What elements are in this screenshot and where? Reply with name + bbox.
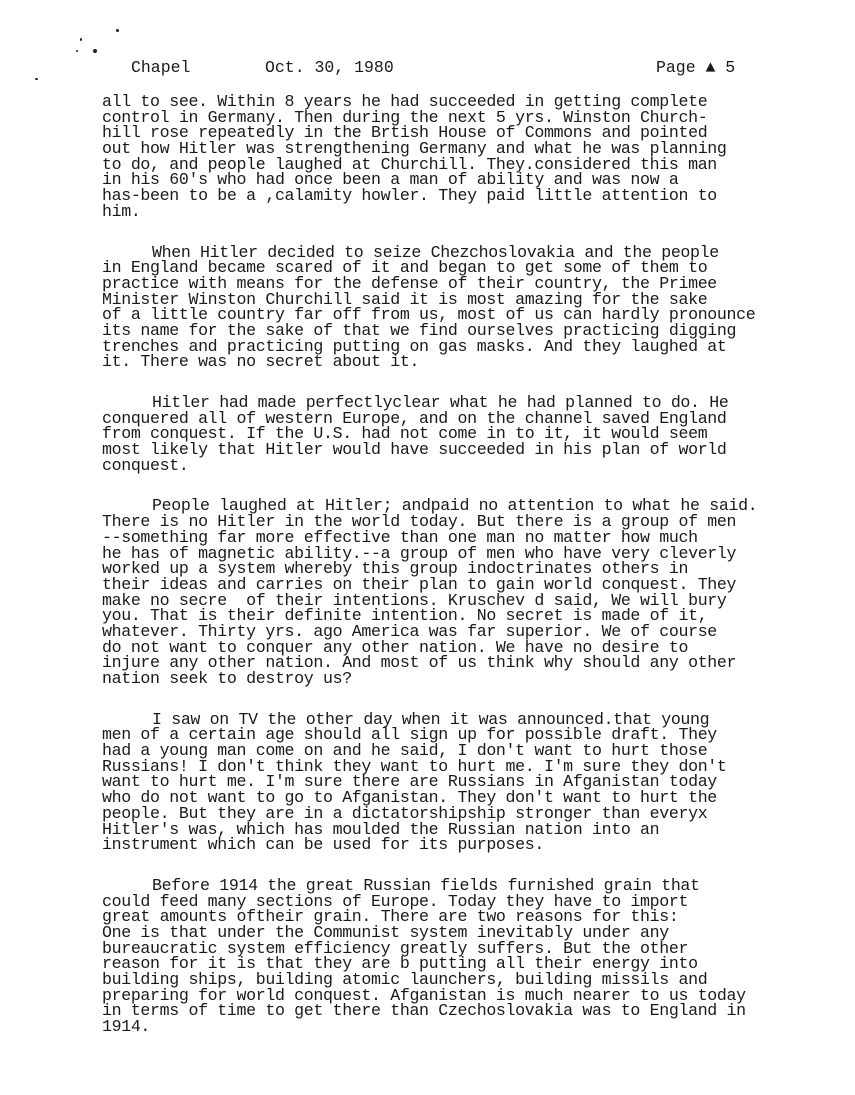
text-line: people. But they are in a dictatorshipship stronger than everyx — [102, 803, 708, 823]
text-line: has-been to be a ,calamity howler. They paid little attention to — [102, 186, 717, 206]
text-line: reason for it is that they are b putting all their energy into — [102, 954, 698, 974]
text-line: its name for the sake of that we find ourselves practicing digging — [102, 320, 737, 340]
text-line: want to hurt me. I'm sure there are Russians in Afganistan today — [102, 772, 717, 792]
text-line: One is that under the Communist system inevitably under any — [102, 922, 669, 942]
paragraph — [102, 875, 842, 1037]
text-line: had a young man come on and he said, I don't want to hurt those — [102, 741, 708, 761]
text-line: Hitler's was, which has moulded the Russian nation into an — [102, 819, 660, 839]
text-line: you. That is their definite intention. No secret is made of it, — [102, 606, 708, 626]
text-line: worked up a system whereby this group indoctrinates others in — [102, 559, 689, 579]
text-line: People laughed at Hitler; andpaid no attention to what he said. — [152, 496, 758, 516]
text-line: --something far more effective than one man no matter how much — [102, 527, 698, 547]
paragraph — [102, 709, 842, 855]
text-line: in England became scared of it and began to get some of them to — [102, 258, 708, 278]
document-body — [102, 94, 842, 1060]
ink-speck — [76, 50, 78, 52]
text-line: it. There was no secret about it. — [102, 352, 420, 372]
text-line: instrument which can be used for its purposes. — [102, 835, 544, 855]
text-line: he has of magnetic ability.--a group of men who have very cleverly — [102, 543, 737, 563]
text-line: Minister Winston Churchill said it is most amazing for the sake — [102, 289, 708, 309]
text-line: There is no Hitler in the world today. But there is a group of men — [102, 512, 737, 532]
text-line: whatever. Thirty yrs. ago America was far superior. We of course — [102, 621, 717, 641]
header-chapel: Chapel — [131, 58, 191, 77]
text-line: nation seek to destroy us? — [102, 669, 352, 688]
text-line: in his 60's who had once been a man of ability and was now a — [102, 170, 679, 190]
text-line: preparing for world conquest. Afganistan is much nearer to us today — [102, 985, 746, 1005]
paragraph — [102, 94, 842, 220]
text-line: from conquest. If the U.S. had not come in to it, it would seem — [102, 424, 708, 444]
text-line: hill rose repeatedly in the Brtish House of Commons and pointed — [102, 123, 708, 143]
text-line: injure any other nation. And most of us think why should any other — [102, 653, 737, 673]
header-page-number: Page ▲ 5 — [656, 58, 736, 77]
text-line: 1914. — [102, 1017, 151, 1037]
paragraph — [102, 498, 842, 686]
text-line: Russians! I don't think they want to hurt me. I'm sure they don't — [102, 756, 727, 776]
text-line: trenches and practicing putting on gas masks. And they laughed at — [102, 336, 727, 356]
ink-speck — [93, 49, 97, 53]
text-line: I saw on TV the other day when it was announced.that young — [152, 709, 710, 729]
header-date: Oct. 30, 1980 — [265, 58, 394, 77]
text-line: Hitler had made perfectlyclear what he had planned to do. He — [152, 393, 729, 412]
text-line: do not want to conquer any other nation. We have no desire to — [102, 637, 689, 657]
text-line: of a little country far off from us, most of us can hardly pronounce — [102, 305, 756, 325]
paragraph — [102, 395, 842, 473]
text-line: men of a certain age should all sign up for possible draft. They — [102, 725, 717, 745]
text-line: most likely that Hitler would have succeeded in his plan of world — [102, 440, 727, 460]
ink-speck — [80, 38, 82, 41]
text-line: conquered all of western Europe, and on the channel saved England — [102, 408, 727, 428]
text-line: great amounts oftheir grain. There are two reasons for this: — [102, 907, 679, 927]
text-line: him. — [102, 201, 141, 221]
text-line: control in Germany. Then during the next 5 yrs. Winston Church- — [102, 107, 708, 127]
text-line: building ships, building atomic launchers, building missils and — [102, 970, 708, 989]
text-line: could feed many sections of Europe. Today they have to import — [102, 891, 689, 911]
text-line: When Hitler decided to seize Chezchoslovakia and the people — [152, 242, 719, 262]
text-line: bureaucratic system efficiency greatly suffers. But the other — [102, 938, 689, 958]
text-line: to do, and people laughed at Churchill. They.considered this man — [102, 154, 717, 174]
text-line: make no secre of their intentions. Kruschev d said, We will bury — [102, 590, 727, 610]
text-line: Before 1914 the great Russian fields furnished grain that — [152, 875, 700, 895]
ink-speck — [116, 29, 119, 32]
text-line: practice with means for the defense of their country, the Primee — [102, 273, 717, 293]
text-line: out how Hitler was strengthening Germany and what he was planning — [102, 139, 727, 159]
paragraph — [102, 242, 842, 372]
ink-speck — [35, 78, 38, 80]
text-line: who do not want to go to Afganistan. They don't want to hurt the — [102, 788, 717, 808]
text-line: in terms of time to get there than Czechoslovakia was to England in — [102, 1001, 746, 1021]
text-line: all to see. Within 8 years he had succeeded in getting complete — [102, 92, 708, 111]
text-line: their ideas and carries on their plan to gain world conquest. They — [102, 574, 737, 594]
text-line: conquest. — [102, 455, 189, 475]
